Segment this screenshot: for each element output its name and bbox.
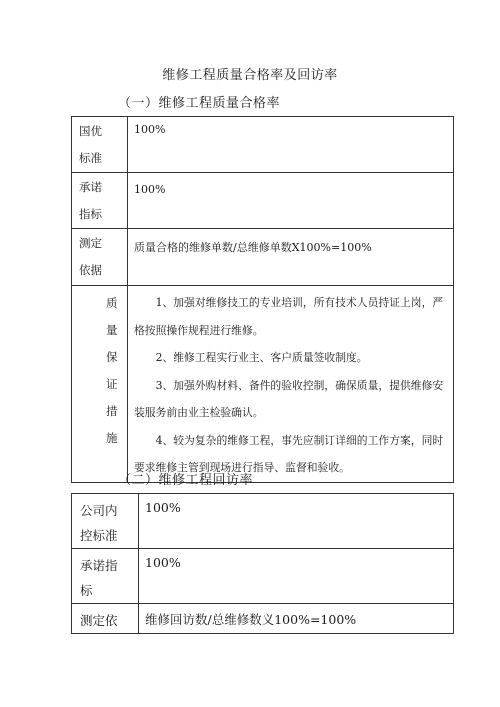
measures-label-char: 措 bbox=[106, 404, 118, 418]
measures-label-char: 保 bbox=[106, 350, 118, 364]
measures-label bbox=[72, 286, 128, 483]
national-standard-label-line-2: 标准 bbox=[79, 151, 102, 165]
commitment-label-line-2: 指标 bbox=[79, 207, 102, 221]
measure-item: 3、加强外购材料、备件的验收控制，确保质量，提供维修安装服务前由业主检验确认。 bbox=[134, 378, 444, 419]
company-standard-row bbox=[72, 494, 454, 549]
national-standard-label bbox=[72, 117, 128, 173]
revisit-commitment-row bbox=[72, 549, 454, 604]
national-standard-row bbox=[72, 117, 454, 173]
basis-label-line-2: 依据 bbox=[79, 263, 102, 277]
revisit-basis-row bbox=[72, 604, 454, 634]
measures-label-char: 质 bbox=[106, 296, 118, 310]
measures-row bbox=[72, 286, 454, 483]
basis-label bbox=[72, 229, 128, 286]
company-standard-value: 100% bbox=[139, 494, 454, 549]
measures-label-char: 量 bbox=[106, 323, 118, 337]
basis-value: 质量合格的维修单数/总维修单数X100%=100% bbox=[128, 229, 454, 286]
company-standard-label-line-1: 公司内 bbox=[80, 503, 118, 518]
national-standard-value: 100% bbox=[128, 117, 454, 173]
measures-label-char: 证 bbox=[106, 377, 118, 391]
measures-label-char: 施 bbox=[106, 431, 118, 445]
basis-label-line-1: 测定 bbox=[79, 236, 102, 250]
commitment-value: 100% bbox=[128, 173, 454, 229]
company-standard-label-line-2: 控标准 bbox=[80, 528, 118, 543]
national-standard-label-line-1: 国优 bbox=[79, 124, 102, 138]
measure-item: 1、加强对维修技工的专业培训，所有技术人员持证上岗，严格按照操作规程进行维修。 bbox=[134, 296, 444, 337]
section-2-heading: （二）维修工程回访率 bbox=[118, 473, 254, 488]
company-standard-label bbox=[72, 494, 139, 549]
revisit-basis-label-line-1: 测定依 bbox=[80, 613, 118, 628]
measures-body bbox=[128, 286, 454, 483]
measure-item: 2、维修工程实行业主、客户质量签收制度。 bbox=[155, 351, 368, 364]
measure-item: 4、较为复杂的维修工程，事先应制订详细的工作方案，同时要求维修主管到现场进行指导、监督和验收。 bbox=[134, 433, 444, 474]
revisit-commitment-label-line-1: 承诺指 bbox=[80, 558, 118, 573]
revisit-commitment-value: 100% bbox=[139, 549, 454, 604]
section-1-heading: （一）维修工程质量合格率 bbox=[118, 96, 281, 111]
revisit-commitment-label-line-2: 标 bbox=[80, 583, 93, 598]
commitment-label-line-1: 承诺 bbox=[79, 180, 102, 194]
commitment-label bbox=[72, 173, 128, 229]
basis-row bbox=[72, 229, 454, 286]
revisit-commitment-label bbox=[72, 549, 139, 604]
revisit-rate-table bbox=[71, 493, 454, 634]
revisit-basis-value: 维修回访数/总维修数义100%=100% bbox=[139, 604, 454, 634]
document-title: 维修工程质量合格率及回访率 bbox=[162, 68, 338, 83]
revisit-basis-label bbox=[72, 604, 139, 634]
commitment-row bbox=[72, 173, 454, 229]
quality-rate-table bbox=[71, 116, 454, 483]
